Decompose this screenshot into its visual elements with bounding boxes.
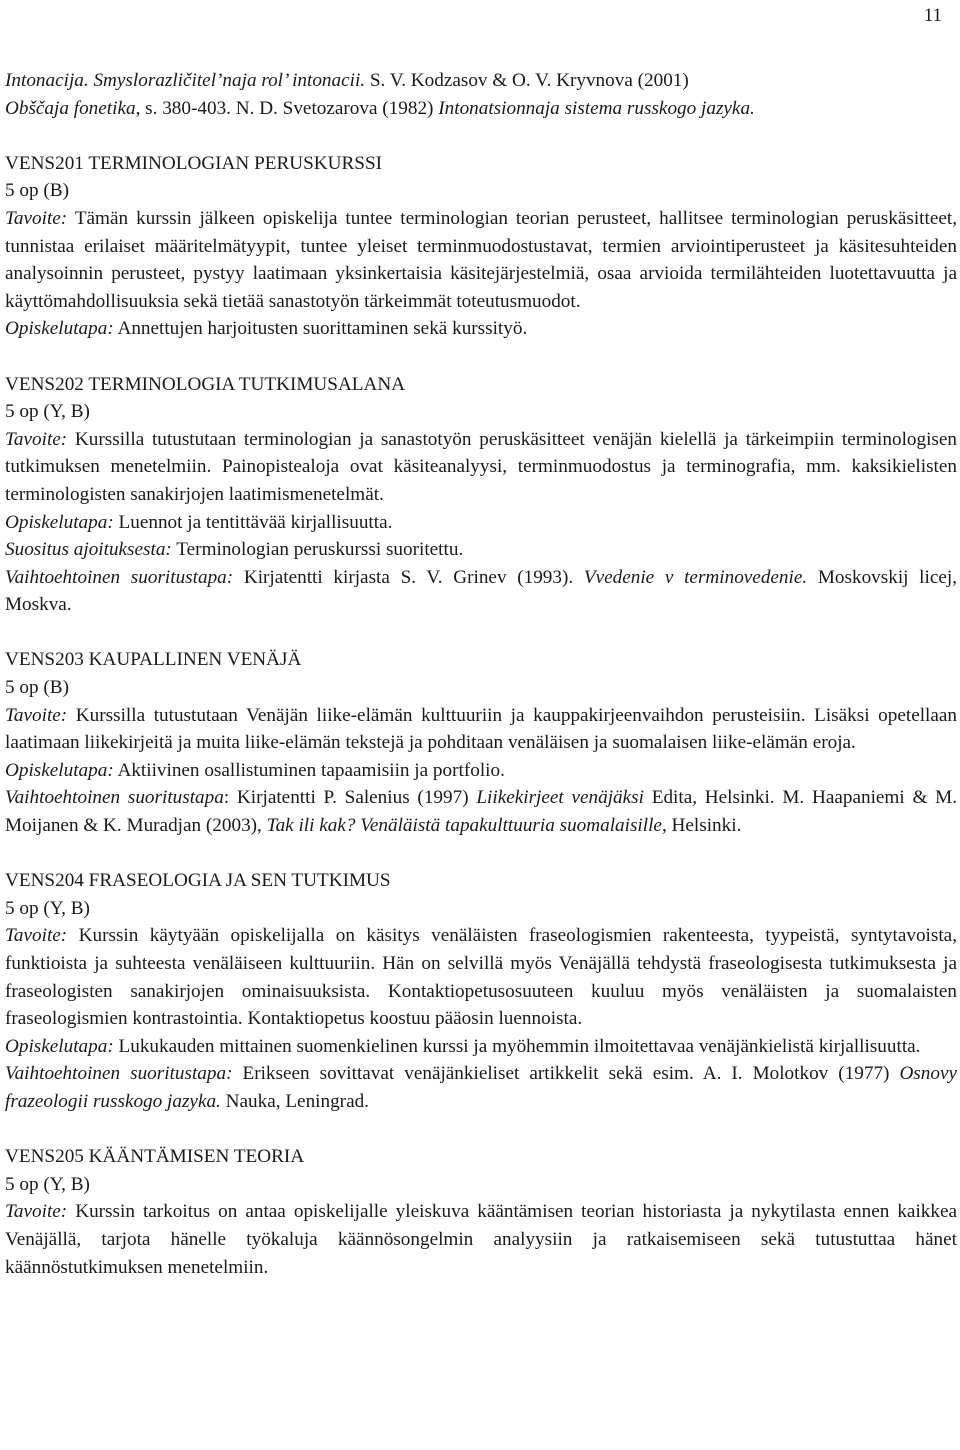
course-vens205	[5, 1143, 957, 1281]
method-text: Aktiivinen osallistuminen tapaamisiin ja portfolio.	[113, 759, 505, 781]
intro-italic-3: Intonatsionnaja sistema russkogo jazyka.	[438, 97, 755, 119]
course-alternative	[5, 1060, 957, 1115]
goal-text: Kurssilla tutustutaan terminologian ja sanastotyön peruskäsitteet venäjän kielellä ja tärkeimpiin terminologisen tutkimuksen menetelmiin. Painopistealoja ovat käsiteanalyysi, terminmuodostus ja terminografia, mm. kaksikielisten terminologisten sanakirjojen laatimismenetelmät.	[5, 428, 957, 505]
goal-label: Tavoite:	[5, 207, 68, 229]
method-text: Lukukauden mittainen suomenkielinen kurssi ja myöhemmin ilmoitettavaa venäjänkielistä kirjallisuutta.	[113, 1035, 921, 1057]
course-method	[5, 1033, 957, 1061]
alternative-text: Kirjatentti kirjasta S. V. Grinev (1993).	[233, 566, 584, 588]
alternative-label: Vaihtoehtoinen suoritustapa	[5, 787, 224, 809]
goal-text: Kurssin käytyään opiskelijalla on käsitys venäläisten fraseologismien rakenteesta, tyypeistä, syntytavoista, funktioista ja suhteesta venäläiseen kulttuuriin. Hän on selvillä myös Venäjällä tehdystä fraseologisesta tutkimuksesta ja fraseologisten sanakirjojen ominaisuuksista. Kontaktiopetusosuuteen kuuluu myös venäläisten ja suomalaisten fraseologismien kontrastointia. Kontaktiopetus koostuu pääosin luennoista.	[5, 925, 957, 1030]
method-label: Opiskelutapa:	[5, 759, 114, 781]
alternative-book-title: Osnovy frazeologii russkogo jazyka.	[5, 1063, 957, 1112]
method-text: Annettujen harjoitusten suorittaminen sekä kurssityö.	[113, 318, 528, 340]
course-goal	[5, 702, 957, 757]
method-label: Opiskelutapa:	[5, 1035, 114, 1057]
goal-label: Tavoite:	[5, 704, 68, 726]
method-label: Opiskelutapa:	[5, 511, 114, 533]
course-alternative	[5, 564, 957, 619]
course-vens201	[5, 150, 957, 343]
intro-reference	[5, 67, 957, 122]
goal-text: Kurssin tarkoitus on antaa opiskelijalle yleiskuva kääntämisen teorian historiasta ja nykytilasta ennen kaikkea Venäjällä, tarjota hänelle työkaluja käännösongelmin analyysiin ja ratkaisemiseen sekä tutustuttaa hänet käännöstutkimuksen menetelmiin.	[5, 1201, 957, 1278]
course-title: VENS202 TERMINOLOGIA TUTKIMUSALANA	[5, 373, 406, 395]
intro-italic-1: Intonacija. Smyslorazličitel’naja rol’ intonacii.	[5, 70, 366, 91]
goal-text: Kurssilla tutustutaan Venäjän liike-elämän kulttuuriin ja kauppakirjeenvaihdon perusteisiin. Lisäksi opetellaan laatimaan liikekirjeitä ja muita liike-elämän tekstejä ja pohditaan venäläisen ja suomalaisen liike-elämän eroja.	[5, 704, 957, 754]
course-title: VENS204 FRASEOLOGIA JA SEN TUTKIMUS	[5, 870, 391, 892]
alternative-publisher: Nauka, Leningrad.	[220, 1090, 369, 1112]
course-recommendation	[5, 536, 957, 564]
course-goal	[5, 426, 957, 509]
method-text: Luennot ja tentittävää kirjallisuutta.	[113, 511, 393, 533]
goal-text: Tämän kurssin jälkeen opiskelija tuntee terminologian teorian perusteet, hallitsee terminologian peruskäsitteet, tunnistaa erilaiset määritelmätyypit, tuntee yleiset terminmuodostustavat, termien arviointiperusteet ja käsitesuhteiden analysoinnin perusteet, pystyy laatimaan yksinkertaisia käsitejärjestelmiä, osaa arvioida termilähteiden luotettavuutta ja käyttömahdollisuuksia sekä tietää sanastotyön tärkeimmät toteutusmuodot.	[5, 207, 957, 312]
alternative-text: Erikseen sovittavat venäjänkieliset artikkelit sekä esim. A. I. Molotkov (1977)	[232, 1063, 900, 1085]
alternative-book-title: Vvedenie v terminovedenie.	[583, 566, 808, 588]
course-vens202	[5, 371, 957, 619]
method-label: Opiskelutapa:	[5, 318, 114, 340]
page-number: 11	[923, 5, 942, 26]
course-title: VENS203 KAUPALLINEN VENÄJÄ	[5, 649, 302, 671]
course-title: VENS205 KÄÄNTÄMISEN TEORIA	[5, 1146, 305, 1168]
course-vens203	[5, 646, 957, 839]
course-goal	[5, 1198, 957, 1281]
course-alternative	[5, 784, 957, 839]
alternative-text: : Kirjatentti P. Salenius (1997)	[223, 787, 477, 809]
course-goal	[5, 922, 957, 1032]
intro-italic-2: Obščaja fonetika	[5, 97, 136, 119]
course-method	[5, 757, 957, 785]
recommendation-label: Suositus ajoituksesta:	[5, 539, 172, 561]
alternative-book-title: Liikekirjeet venäjäksi	[476, 787, 644, 809]
course-method	[5, 315, 957, 343]
course-title: VENS201 TERMINOLOGIAN PERUSKURSSI	[5, 152, 383, 174]
recommendation-text: Terminologian peruskurssi suoritettu.	[171, 539, 464, 561]
alternative-label: Vaihtoehtoinen suoritustapa:	[5, 1063, 233, 1085]
course-credits: 5 op (Y, B)	[5, 401, 90, 423]
course-credits: 5 op (B)	[5, 677, 69, 699]
course-credits: 5 op (B)	[5, 180, 69, 202]
course-credits: 5 op (Y, B)	[5, 1173, 90, 1195]
alternative-text-3: , Helsinki.	[661, 815, 742, 837]
goal-label: Tavoite:	[5, 428, 68, 450]
alternative-text-2: Edita, Helsinki. M. Haapaniemi & M. Moijanen & K. Muradjan (2003),	[5, 787, 957, 837]
course-vens204	[5, 867, 957, 1115]
page-content	[5, 67, 957, 1281]
goal-label: Tavoite:	[5, 925, 68, 947]
course-method	[5, 509, 957, 537]
intro-text-1: S. V. Kodzasov & O. V. Kryvnova (2001)	[365, 70, 689, 91]
course-goal	[5, 205, 957, 315]
intro-text-2: , s. 380-403. N. D. Svetozarova (1982)	[135, 97, 439, 119]
alternative-label: Vaihtoehtoinen suoritustapa:	[5, 566, 234, 588]
alternative-publisher: Moskovskij licej, Moskva.	[5, 566, 958, 616]
goal-label: Tavoite:	[5, 1201, 68, 1223]
alternative-book-title-2: Tak ili kak? Venäläistä tapakulttuuria suomalaisille	[266, 815, 662, 837]
course-credits: 5 op (Y, B)	[5, 897, 90, 919]
